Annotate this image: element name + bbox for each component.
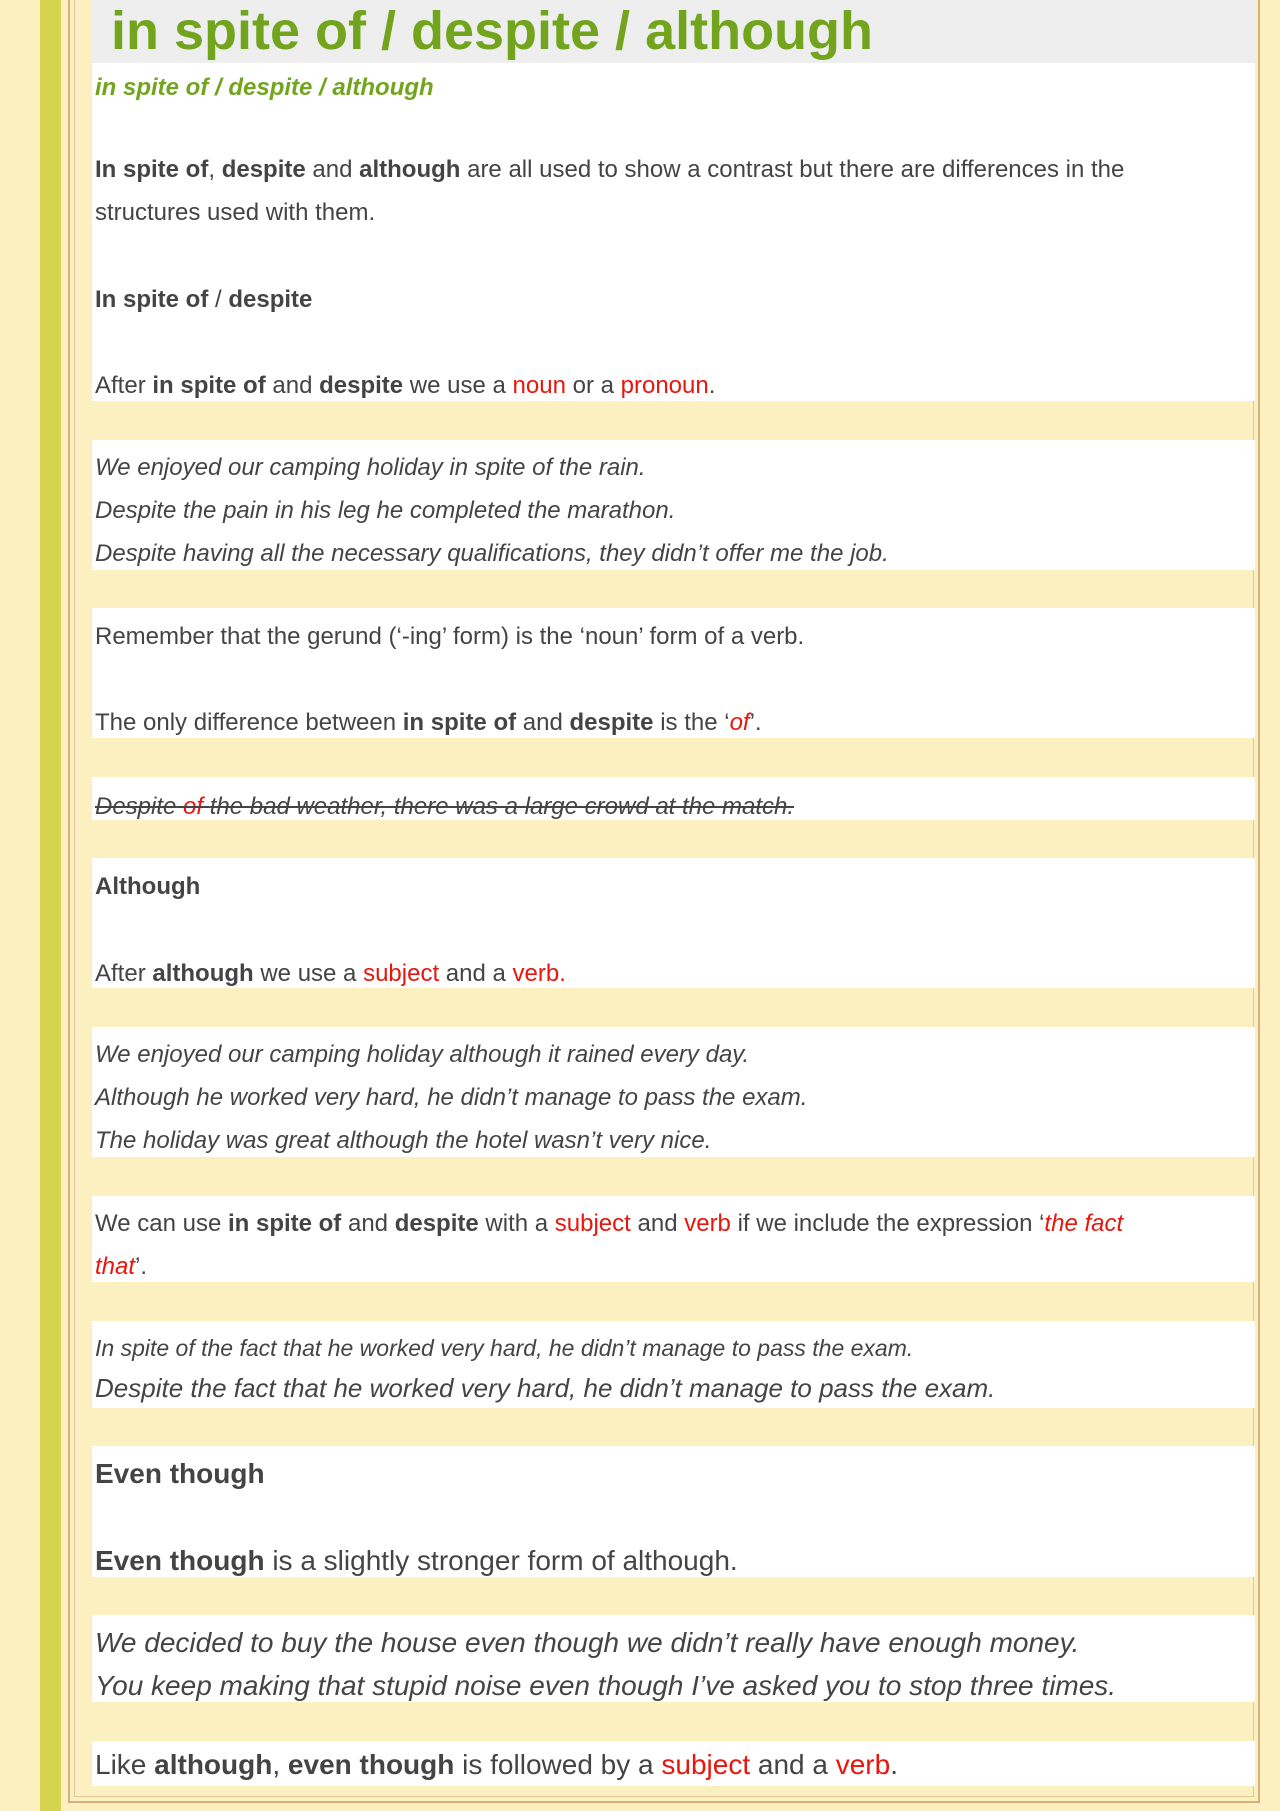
highlight-verb: verb. — [512, 960, 566, 987]
text: ’. — [135, 1253, 148, 1280]
text: , — [208, 156, 216, 183]
term: even though — [287, 1749, 455, 1780]
example-sentence: You keep making that stupid noise even though I’ve asked you to stop three times. — [95, 1670, 1117, 1701]
highlight-that: that — [95, 1253, 136, 1280]
text: After — [95, 372, 146, 399]
highlight-noun: noun — [512, 372, 566, 399]
term: Even though — [95, 1545, 265, 1576]
term: in spite of — [227, 1210, 342, 1237]
wrong-example-block — [92, 777, 1255, 820]
rule-although — [95, 960, 566, 988]
examples-fact-block — [92, 1321, 1255, 1408]
term-despite: despite — [221, 156, 306, 183]
example-sentence: The holiday was great although the hotel wasn’t very nice. — [95, 1127, 712, 1154]
text: . — [890, 1749, 898, 1780]
final-note-block — [92, 1741, 1255, 1786]
section-heading-although: Although — [95, 873, 201, 900]
term: despite — [319, 372, 404, 399]
highlight-the-fact: the fact — [1044, 1210, 1124, 1237]
text: We can use — [95, 1210, 222, 1237]
highlight-verb: verb — [684, 1210, 731, 1237]
heading-part: In spite of — [95, 286, 209, 313]
difference-note — [95, 709, 762, 737]
text: we use a — [260, 960, 357, 987]
text: Like — [95, 1749, 147, 1780]
gerund-note: Remember that the gerund (‘-ing’ form) is the ‘noun’ form of a verb. — [95, 623, 805, 650]
highlight-of: of — [729, 709, 750, 736]
fact-that-note-line2 — [95, 1253, 147, 1281]
example-sentence: Despite the fact that he worked very hard, he didn’t manage to pass the exam. — [95, 1373, 996, 1403]
text: are all used to show a contrast but there are differences in the — [467, 156, 1125, 183]
examples-despite-block — [92, 440, 1255, 570]
term: despite — [394, 1210, 479, 1237]
text: we use a — [409, 372, 506, 399]
text: The only difference between — [95, 709, 397, 736]
sidebar-stripe — [40, 0, 61, 1811]
example-sentence: We decided to buy the house even though we didn’t really have enough money. — [95, 1627, 1080, 1658]
text: , — [272, 1749, 281, 1780]
fact-that-note — [95, 1210, 1123, 1238]
highlight-subject: subject — [661, 1749, 751, 1780]
term: although — [152, 960, 254, 987]
intro-paragraph-line2: structures used with them. — [95, 199, 376, 226]
text: After — [95, 960, 146, 987]
although-block — [92, 858, 1255, 988]
heading-separator: / — [215, 286, 222, 313]
text: . — [708, 372, 716, 399]
section-heading-despite — [95, 286, 312, 314]
text: is a slightly stronger form of although. — [272, 1545, 738, 1576]
term: although — [154, 1749, 273, 1780]
highlight-verb: verb — [835, 1749, 891, 1780]
text: and a — [445, 960, 506, 987]
section-heading-even-though: Even though — [95, 1458, 265, 1489]
text: and — [312, 156, 353, 183]
text: and — [522, 709, 563, 736]
example-sentence: Although he worked very hard, he didn’t manage to pass the exam. — [95, 1084, 808, 1111]
highlight-pronoun: pronoun — [620, 372, 709, 399]
highlight-subject: subject — [554, 1210, 631, 1237]
heading-part: despite — [228, 286, 313, 313]
even-though-block — [92, 1446, 1255, 1577]
highlight-subject: subject — [363, 960, 440, 987]
example-sentence: Despite having all the necessary qualifications, they didn’t offer me the job. — [95, 540, 889, 567]
term: in spite of — [402, 709, 517, 736]
text: and — [347, 1210, 389, 1237]
fact-that-block — [92, 1196, 1255, 1282]
term: in spite of — [152, 372, 266, 399]
examples-although-block — [92, 1027, 1255, 1157]
text: and a — [757, 1749, 828, 1780]
text: with a — [485, 1210, 549, 1237]
example-sentence: We enjoyed our camping holiday although it rained every day. — [95, 1041, 750, 1068]
text: is the ‘ — [660, 709, 730, 736]
intro-block — [92, 63, 1255, 401]
examples-even-block — [92, 1615, 1255, 1702]
term-in-spite-of: In spite of — [95, 156, 209, 183]
text: and — [272, 372, 313, 399]
text: the bad weather, there was a large crowd at the match. — [209, 793, 795, 820]
text: if we include the expression ‘ — [737, 1210, 1045, 1237]
text: ’. — [749, 709, 762, 736]
final-note — [95, 1749, 898, 1781]
rule-despite — [95, 372, 715, 400]
intro-paragraph — [95, 156, 1124, 184]
text: Despite — [95, 793, 177, 820]
example-sentence: In spite of the fact that he worked very hard, he didn’t manage to pass the exam. — [95, 1335, 914, 1361]
wrong-example — [95, 793, 794, 821]
subtitle: in spite of / despite / although — [95, 74, 434, 101]
rule-even-though — [95, 1545, 738, 1577]
page-title: in spite of / despite / although — [111, 1, 874, 61]
highlight-of: of — [183, 793, 204, 820]
example-sentence: We enjoyed our camping holiday in spite of the rain. — [95, 454, 646, 481]
notes-block — [92, 608, 1255, 738]
term: despite — [569, 709, 654, 736]
text: and — [637, 1210, 678, 1237]
text: is followed by a — [462, 1749, 654, 1780]
text: or a — [572, 372, 614, 399]
term-although: although — [359, 156, 461, 183]
example-sentence: Despite the pain in his leg he completed the marathon. — [95, 497, 676, 524]
